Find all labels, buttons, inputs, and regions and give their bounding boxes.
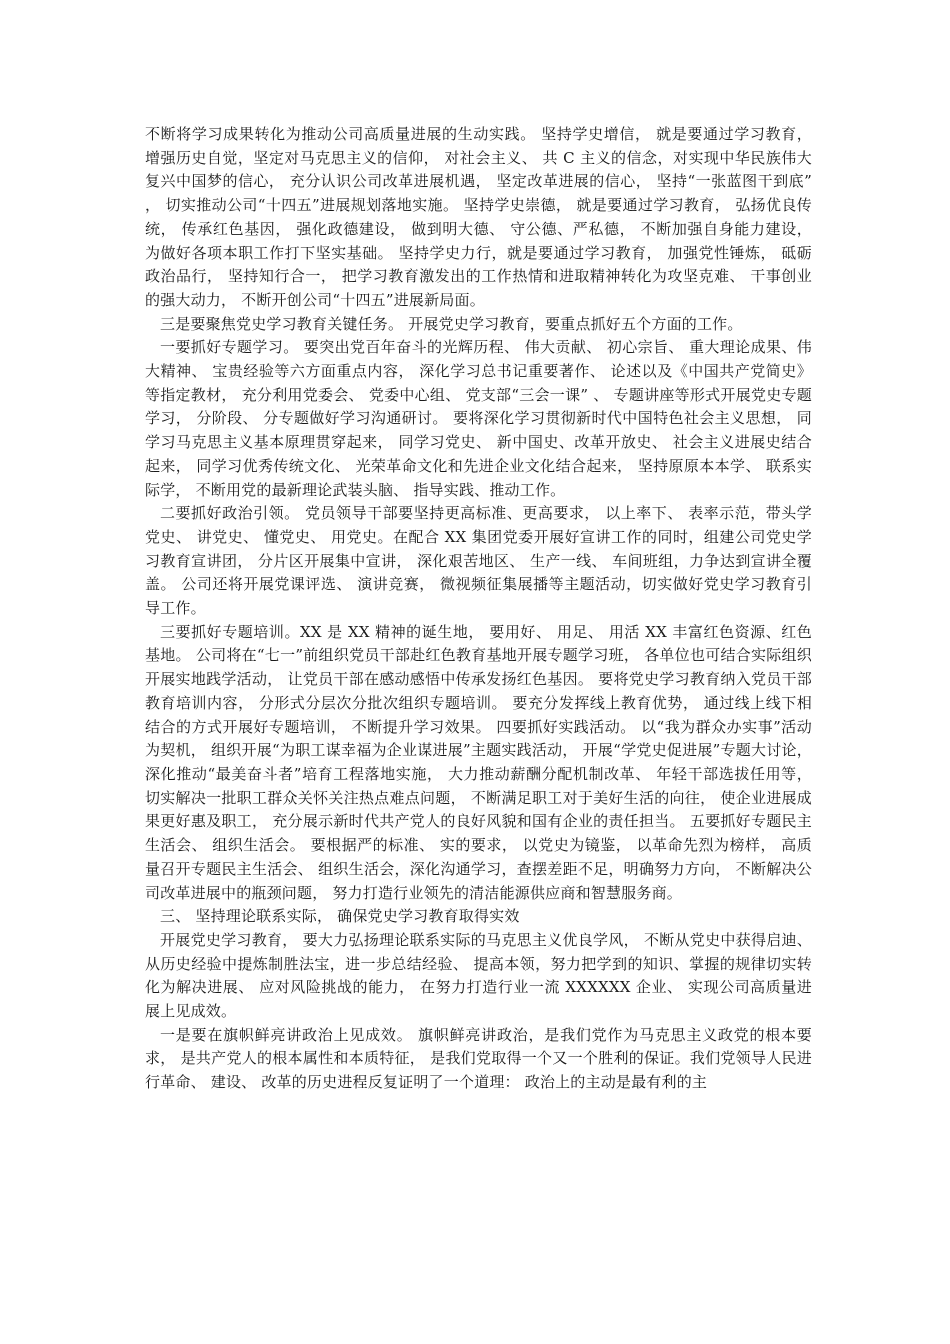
paragraph-politics-banner: 一是要在旗帜鲜亮讲政治上见成效。 旗帜鲜亮讲政治，是我们党作为马克思主义政党的根本要求， 是共产党人的根本属性和本质特征， 是我们党取得一个又一个胜利的保证。我们党领导人民进行革命、 建设、 改革的历史进程反复证明了一个道理： 政治上的主动是最有利的主 [145, 1025, 812, 1092]
paragraph-key-tasks: 三是要聚焦党史学习教育关键任务。 开展党史学习教育，要重点抓好五个方面的工作。 [160, 314, 743, 333]
document-body [145, 123, 812, 1095]
section-heading-three: 三、 坚持理论联系实际， 确保党史学习教育取得实效 [160, 907, 520, 926]
paragraph-learning-outcomes: 不断将学习成果转化为推动公司高质量进展的生动实践。 坚持学史增信， 就是要通过学习教育， 增强历史自觉，坚定对马克思主义的信仰， 对社会主义、 共 C 主义的信念，对实现中华民族伟大复兴中国梦的信心， 充分认识公司改革进展机遇， 坚定改革进展的信心， 坚持“一张蓝图干到底” ， 切实推动公司“十四五”进展规划落地实施。 坚持学史崇德， 就是要通过学习教育， 弘扬优良传统， 传承红色基因， 强化政德建设， 做到明大德、 守公德、严私德， 不断加强自身能力建设， 为做好各项本职工作打下坚实基础。 坚持学史力行，就是要通过学习教育， 加强党性锤炼， 砥砺政治品行， 坚持知行合一， 把学习教育激发出的工作热情和进取精神转化为攻坚克难、 干事创业的强大动力， 不断开创公司“十四五”进展新局面。 [145, 125, 812, 309]
paragraph-topic-study: 一要抓好专题学习。 要突出党百年奋斗的光辉历程、 伟大贡献、 初心宗旨、 重大理论成果、伟大精神、 宝贵经验等六方面重点内容， 深化学习总书记重要著作、 论述以及《中国共产党简史》 等指定教材， 充分利用党委会、 党委中心组、 党支部“三会一课” 、 专题讲座等形式开展党史专题学习， 分阶段、 分专题做好学习沟通研讨。 要将深化学习贯彻新时代中国特色社会主义思想， 同学习马克思主义基本原理贯穿起来， 同学习党史、 新中国史、改革开放史、 社会主义进展史结合起来， 同学习优秀传统文化、 光荣革命文化和先进企业文化结合起来， 坚持原原本本学、 联系实际学， 不断用党的最新理论武装头脑、 指导实践、推动工作。 [145, 338, 812, 499]
paragraph-topic-training: 三要抓好专题培训。XX 是 XX 精神的诞生地， 要用好、 用足、 用活 XX 丰富红色资源、红色基地。 公司将在“七一”前组织党员干部赴红色教育基地开展专题学习班， 各单位也可结合实际组织开展实地践学活动， 让党员干部在感动感悟中传承发扬红色基因。 要将党史学习教育纳入党员干部教育培训内容， 分形式分层次分批次组织专题培训。 要充分发挥线上教育优势， 通过线上线下相结合的方式开展好专题培训， 不断提升学习效果。 四要抓好实践活动。 以“我为群众办实事”活动为契机， 组织开展“为职工谋幸福为企业谋进展”主题实践活动， 开展“学党史促进展”专题大讨论， 深化推动“最美奋斗者”培育工程落地实施， 大力推动薪酬分配机制改革、 年轻干部选拔任用等， 切实解决一批职工群众关怀关注热点难点问题， 不断满足职工对于美好生活的向往， 使企业进展成果更好惠及职工， 充分展示新时代共产党人的良好风貌和国有企业的责任担当。 五要抓好专题民主生活会、 组织生活会。 要根据严的标准、 实的要求， 以党史为镜鉴， 以革命先烈为榜样， 高质量召开专题民主生活会、 组织生活会，深化沟通学习，查摆差距不足，明确努力方向， 不断解决公司改革进展中的瓶颈问题， 努力打造行业领先的清洁能源供应商和智慧服务商。 [145, 622, 812, 902]
paragraph-political-guidance: 二要抓好政治引领。 党员领导干部要坚持更高标准、更高要求， 以上率下、 表率示范，带头学党史、 讲党史、 懂党史、 用党史。在配合 XX 集团党委开展好宣讲工作的同时，组建公司党史学习教育宣讲团， 分片区开展集中宣讲， 深化艰苦地区、 生产一线、 车间班组，力争达到宣讲全覆盖。 公司还将开展党课评选、 演讲竞赛， 微视频征集展播等主题活动，切实做好党史学习教育引导工作。 [145, 504, 812, 618]
paragraph-theory-practice: 开展党史学习教育， 要大力弘扬理论联系实际的马克思主义优良学风， 不断从党史中获得启迪、 从历史经验中提炼制胜法宝，进一步总结经验、 提高本领，努力把学到的知识、掌握的规律切实转化为解决进展、 应对风险挑战的能力， 在努力打造行业一流 XXXXXX 企业、 实现公司高质量进展上见成效。 [145, 930, 812, 1021]
